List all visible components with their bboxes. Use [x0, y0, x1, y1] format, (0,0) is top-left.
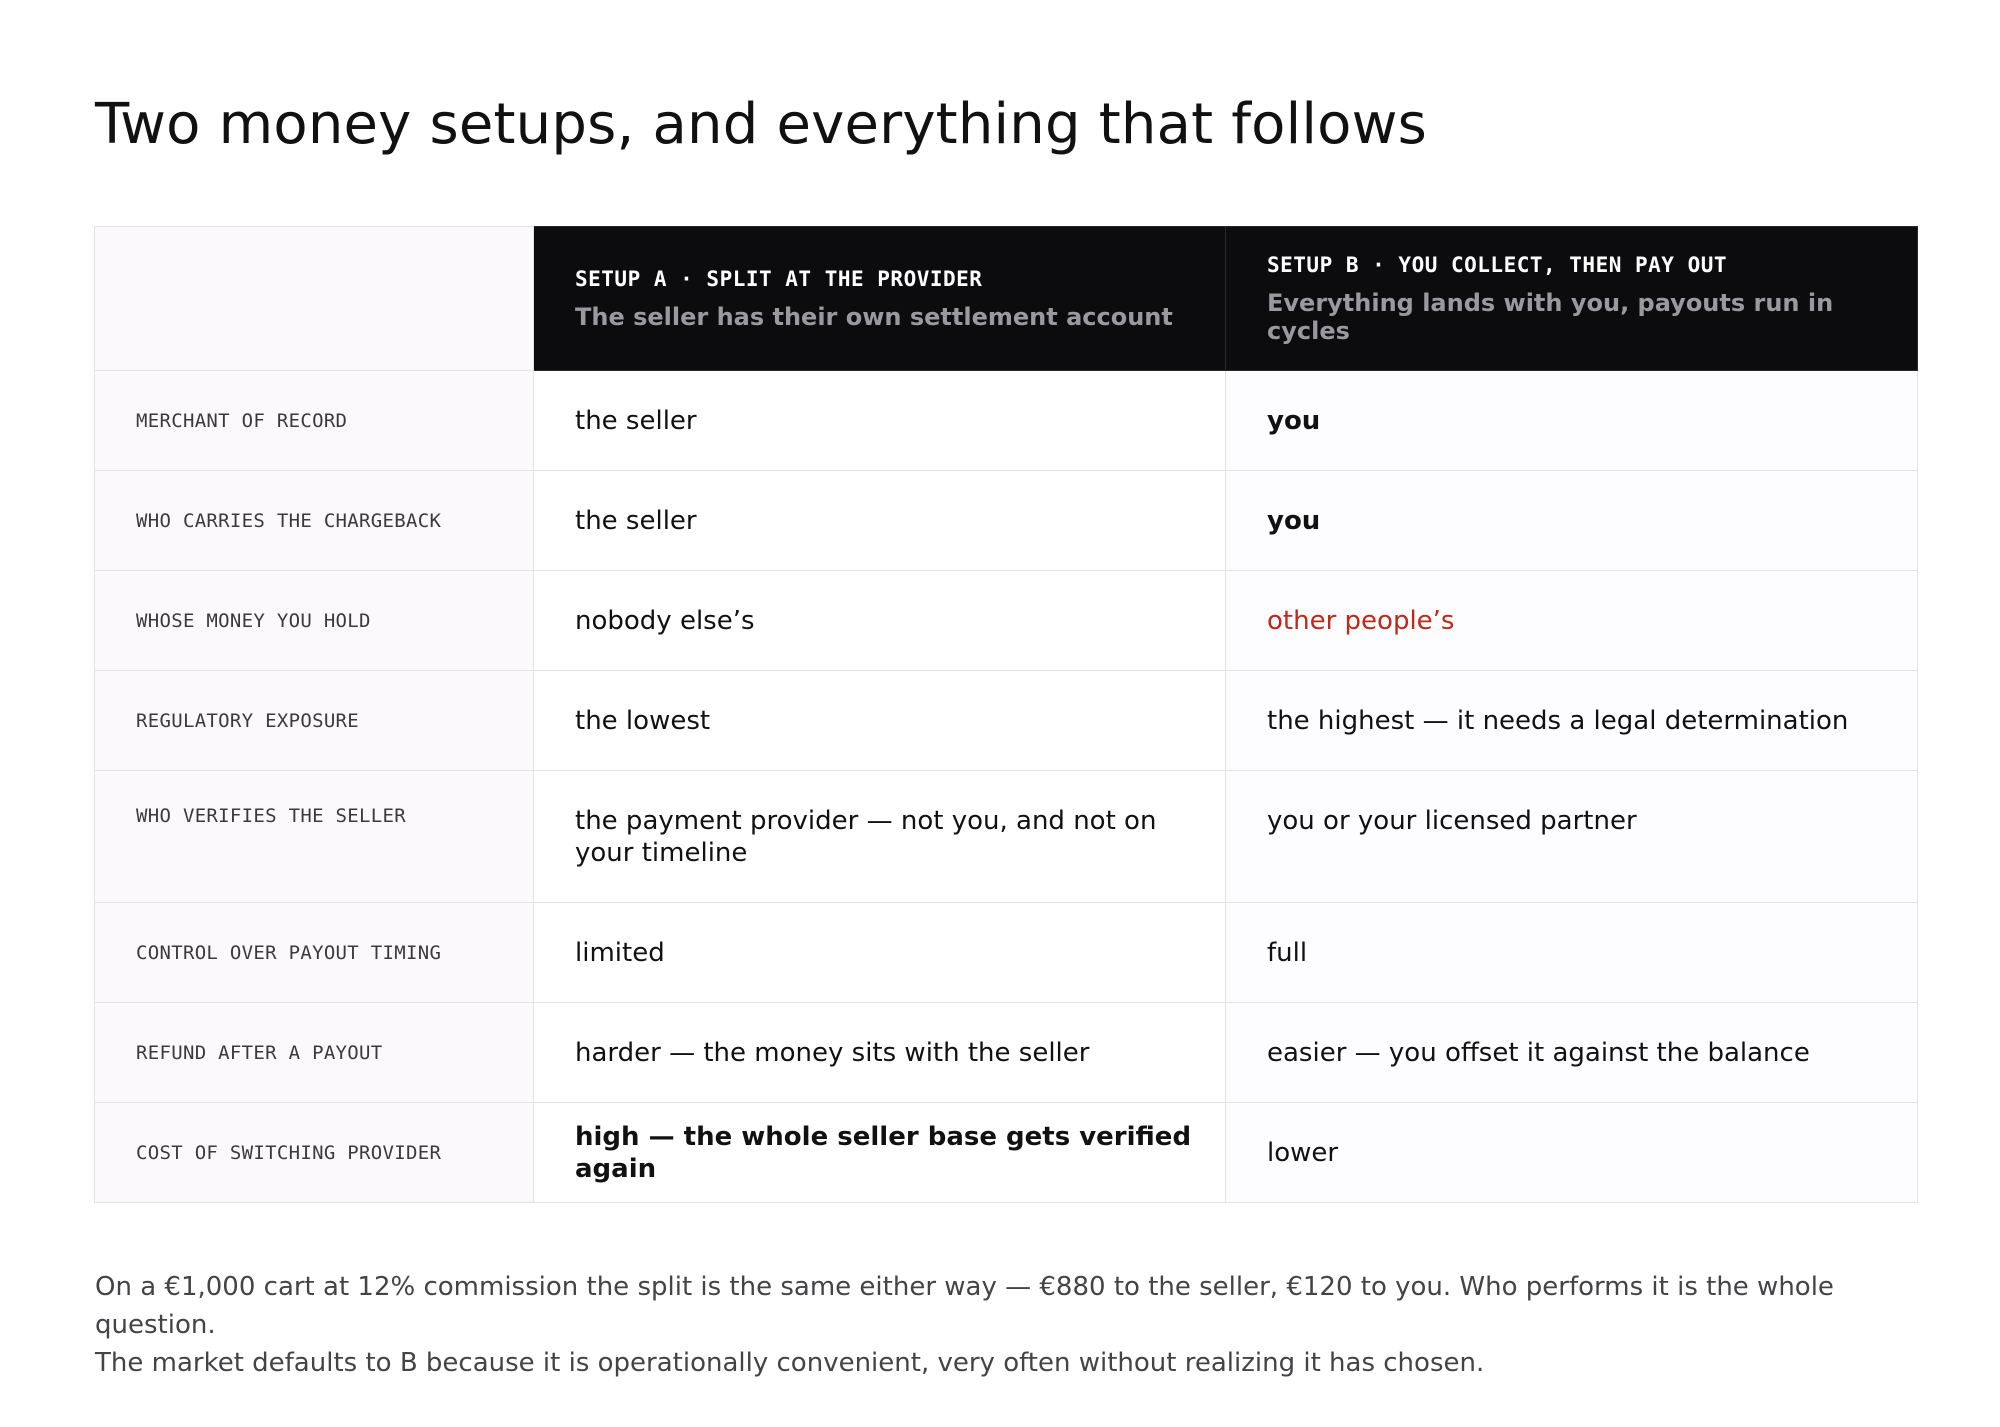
row-label: COST OF SWITCHING PROVIDER — [95, 1103, 534, 1203]
page-title: Two money setups, and everything that follows — [95, 92, 1427, 157]
setup-a-cell: the lowest — [534, 671, 1226, 771]
footnote — [95, 1268, 1925, 1382]
column-subheading: The seller has their own settlement account — [575, 302, 1173, 331]
row-label: MERCHANT OF RECORD — [95, 371, 534, 471]
setup-b-cell: you — [1226, 371, 1918, 471]
column-heading: SETUP B · YOU COLLECT, THEN PAY OUT — [1267, 252, 1728, 277]
setup-b-cell: you or your licensed partner — [1226, 771, 1918, 903]
table-row — [95, 903, 1918, 1003]
row-label: CONTROL OVER PAYOUT TIMING — [95, 903, 534, 1003]
column-subheading: Everything lands with you, payouts run in cycles — [1267, 288, 1834, 345]
row-label: WHO CARRIES THE CHARGEBACK — [95, 471, 534, 571]
comparison-table — [94, 226, 1918, 1203]
setup-a-cell: the seller — [534, 371, 1226, 471]
header-corner-cell — [95, 227, 534, 371]
column-heading: SETUP A · SPLIT AT THE PROVIDER — [575, 266, 983, 291]
setup-a-cell: harder — the money sits with the seller — [534, 1003, 1226, 1103]
table-row — [95, 1103, 1918, 1203]
table-header-row — [95, 227, 1918, 371]
footnote-line-1: On a €1,000 cart at 12% commission the split is the same either way — €880 to the seller, €120 to you. Who performs it is the whole question. — [95, 1272, 1834, 1340]
row-label: WHO VERIFIES THE SELLER — [95, 771, 534, 903]
setup-b-cell: full — [1226, 903, 1918, 1003]
setup-b-cell: easier — you offset it against the balance — [1226, 1003, 1918, 1103]
table-row — [95, 1003, 1918, 1103]
table-row — [95, 371, 1918, 471]
setup-a-cell: limited — [534, 903, 1226, 1003]
setup-b-cell: lower — [1226, 1103, 1918, 1203]
row-label: REFUND AFTER A PAYOUT — [95, 1003, 534, 1103]
setup-a-cell: the payment provider — not you, and not on your timeline — [534, 771, 1226, 903]
setup-b-cell: other people’s — [1226, 571, 1918, 671]
setup-a-cell: the seller — [534, 471, 1226, 571]
footnote-line-2: The market defaults to B because it is operationally convenient, very often without realizing it has chosen. — [95, 1348, 1485, 1378]
setup-b-cell: the highest — it needs a legal determination — [1226, 671, 1918, 771]
table-row — [95, 771, 1918, 903]
row-label: WHOSE MONEY YOU HOLD — [95, 571, 534, 671]
table-row — [95, 571, 1918, 671]
table-row — [95, 471, 1918, 571]
table-row — [95, 671, 1918, 771]
column-header-setup-b — [1226, 227, 1918, 371]
setup-a-cell: nobody else’s — [534, 571, 1226, 671]
column-header-setup-a — [534, 227, 1226, 371]
row-label: REGULATORY EXPOSURE — [95, 671, 534, 771]
setup-b-cell: you — [1226, 471, 1918, 571]
setup-a-cell: high — the whole seller base gets verified again — [534, 1103, 1226, 1203]
